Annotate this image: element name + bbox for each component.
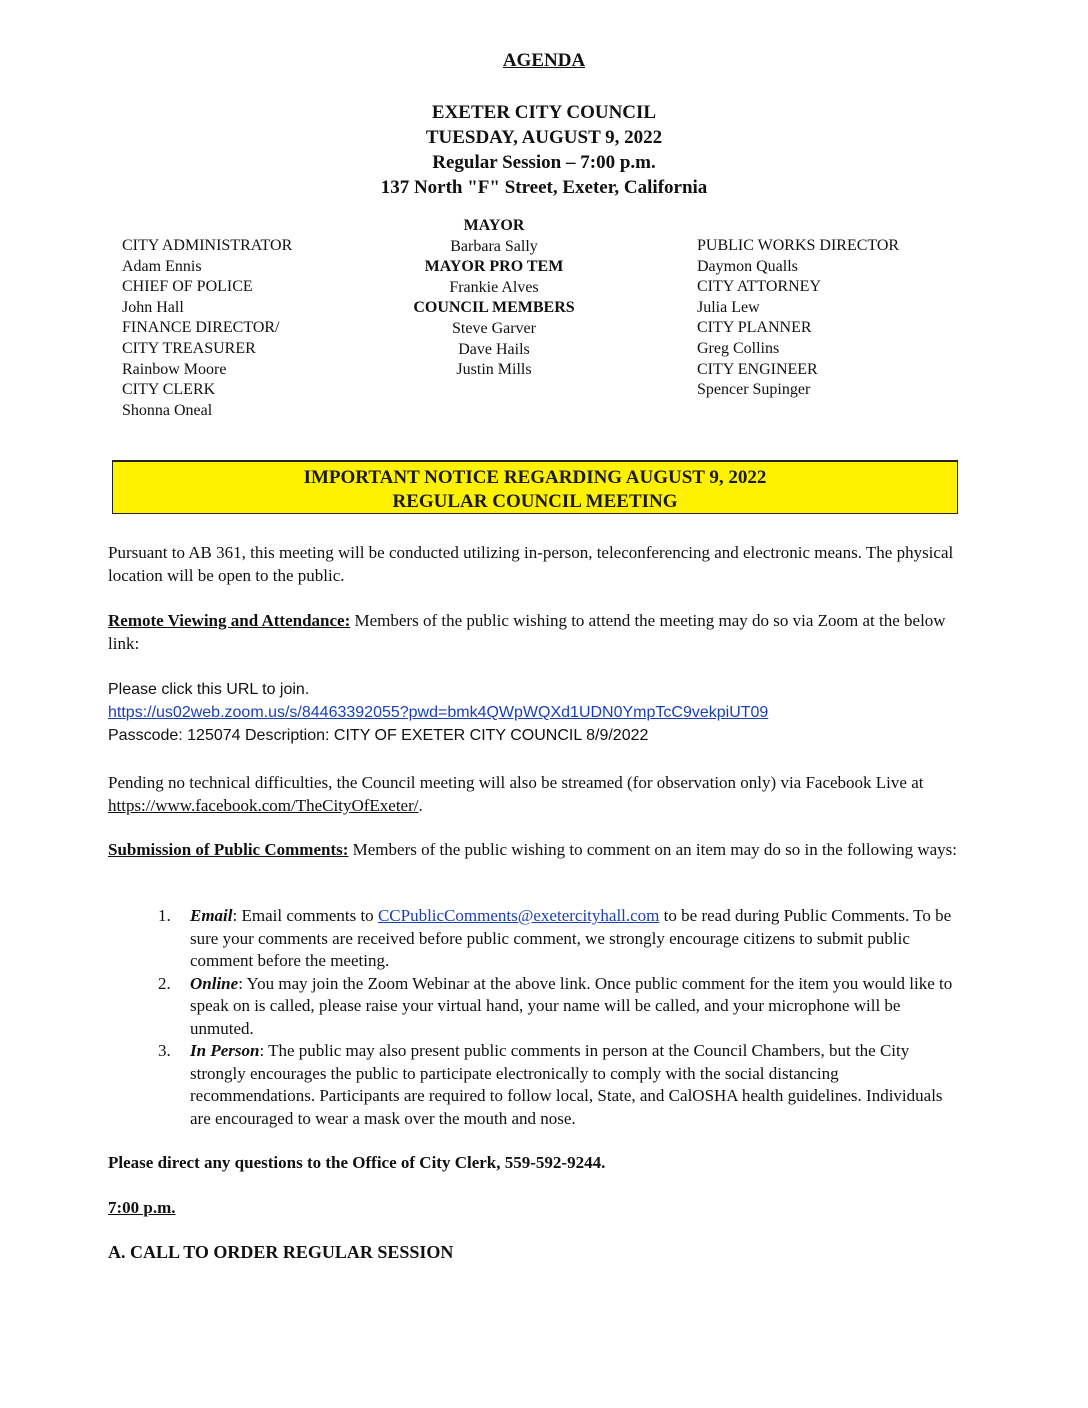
official-line: CITY ADMINISTRATOR <box>122 237 293 254</box>
list-item <box>150 973 960 1041</box>
facebook-end: . <box>418 796 423 815</box>
official-line: CITY CLERK <box>122 381 216 399</box>
intro-paragraph: Pursuant to AB 361, this meeting will be conducted utilizing in-person, teleconferencing and electronic means. The physical location will be open to the public. <box>108 543 954 585</box>
zoom-prompt: Please click this URL to join. <box>108 681 310 698</box>
meeting-address: 137 North "F" Street, Exeter, California <box>380 177 708 198</box>
official-line: CHIEF OF POLICE <box>122 278 253 296</box>
section-a-heading: A. CALL TO ORDER REGULAR SESSION <box>108 1242 454 1262</box>
official-line: Greg Collins <box>697 339 780 357</box>
list-number: 2. <box>158 973 171 993</box>
method-title: Email <box>190 906 233 925</box>
official-line: Adam Ennis <box>122 257 202 275</box>
official-line: CITY TREASURER <box>122 339 256 357</box>
facebook-text: Pending no technical difficulties, the Council meeting will also be streamed (for observation only) via Facebook Live at <box>108 773 924 792</box>
method-text-end: to be read during Public Comments. To be sure your comments are received before public comment, we strongly encourage citizens to submit public comment before the meeting. <box>190 906 952 970</box>
official-line: CITY PLANNER <box>697 319 812 337</box>
method-title: Online <box>190 973 239 993</box>
official-line: CITY ATTORNEY <box>697 278 821 296</box>
zoom-link[interactable]: https://us02web.zoom.us/s/84463392055?pwd=bmk4QWpWQXd1UDN0YmpTcC9vekpiUT09 <box>108 704 769 721</box>
list-item <box>150 1040 960 1130</box>
official-line: Shonna Oneal <box>122 401 213 419</box>
official-line: FINANCE DIRECTOR/ <box>122 319 280 337</box>
council-member: Justin Mills <box>456 361 532 379</box>
meeting-date: TUESDAY, AUGUST 9, 2022 <box>425 127 663 148</box>
facebook-link[interactable]: https://www.facebook.com/TheCityOfExeter/ <box>108 796 419 815</box>
method-text: : The public may also present public comments in person at the Council Chambers, but the City strongly encourages the public to participate electronically to comply with the social distancing recommendations. Participants are required to follow local, State, and CalOSHA health guidelines. Individuals are encouraged to wear a mask over the mouth and nose. <box>190 1041 943 1128</box>
zoom-block <box>108 678 968 747</box>
council-name: EXETER CITY COUNCIL <box>431 102 657 123</box>
facebook-paragraph <box>108 771 958 817</box>
notice-line-2: REGULAR COUNCIL MEETING <box>392 491 678 512</box>
official-line: CITY ENGINEER <box>697 360 818 378</box>
notice-line-1: IMPORTANT NOTICE REGARDING AUGUST 9, 2022 <box>303 467 767 488</box>
meeting-header <box>0 100 1088 200</box>
protem-title: MAYOR PRO TEM <box>424 258 564 276</box>
remote-text: Members of the public wishing to attend the meeting may do so via Zoom at the below link: <box>108 611 946 653</box>
protem-name: Frankie Alves <box>449 278 539 296</box>
official-line: Spencer Supinger <box>697 381 811 399</box>
official-line: Julia Lew <box>697 298 760 316</box>
method-text: : Email comments to <box>232 906 378 925</box>
official-line: PUBLIC WORKS DIRECTOR <box>697 237 900 254</box>
official-line: Daymon Qualls <box>697 257 798 275</box>
public-comments-paragraph <box>108 838 958 861</box>
officials-council-column <box>394 216 594 381</box>
remote-attendance-paragraph <box>108 609 958 655</box>
method-title: In Person <box>190 1041 260 1060</box>
list-item <box>150 905 960 973</box>
agenda-title: AGENDA <box>502 50 586 71</box>
comment-methods-list <box>150 905 960 1130</box>
council-members-title: COUNCIL MEMBERS <box>413 299 575 317</box>
council-member: Dave Hails <box>458 340 530 358</box>
mayor-name: Barbara Sally <box>450 237 538 255</box>
remote-label: Remote Viewing and Attendance: <box>108 611 351 630</box>
comments-label: Submission of Public Comments: <box>108 840 349 859</box>
official-line: Rainbow Moore <box>122 360 227 378</box>
comments-text: Members of the public wishing to comment on an item may do so in the following ways: <box>348 840 957 859</box>
officials-right-column <box>697 236 899 401</box>
official-line: John Hall <box>122 298 184 316</box>
mayor-title: MAYOR <box>463 217 525 234</box>
email-link[interactable]: CCPublicComments@exetercityhall.com <box>377 906 660 925</box>
method-text: : You may join the Zoom Webinar at the above link. Once public comment for the item you would like to speak on is called, please raise your virtual hand, your name will be called, and your microphone will be unmuted. <box>190 973 953 1038</box>
session-time: Regular Session – 7:00 p.m. <box>432 152 656 173</box>
time-heading: 7:00 p.m. <box>108 1198 176 1217</box>
questions-line: Please direct any questions to the Office of City Clerk, 559-592-9244. <box>108 1153 606 1172</box>
council-member: Steve Garver <box>452 319 536 337</box>
officials-left-column <box>122 236 292 421</box>
zoom-passcode: Passcode: 125074 Description: CITY OF EXETER CITY COUNCIL 8/9/2022 <box>108 727 649 744</box>
important-notice-banner <box>112 460 958 514</box>
list-number: 1. <box>158 906 171 925</box>
list-number: 3. <box>158 1041 171 1060</box>
